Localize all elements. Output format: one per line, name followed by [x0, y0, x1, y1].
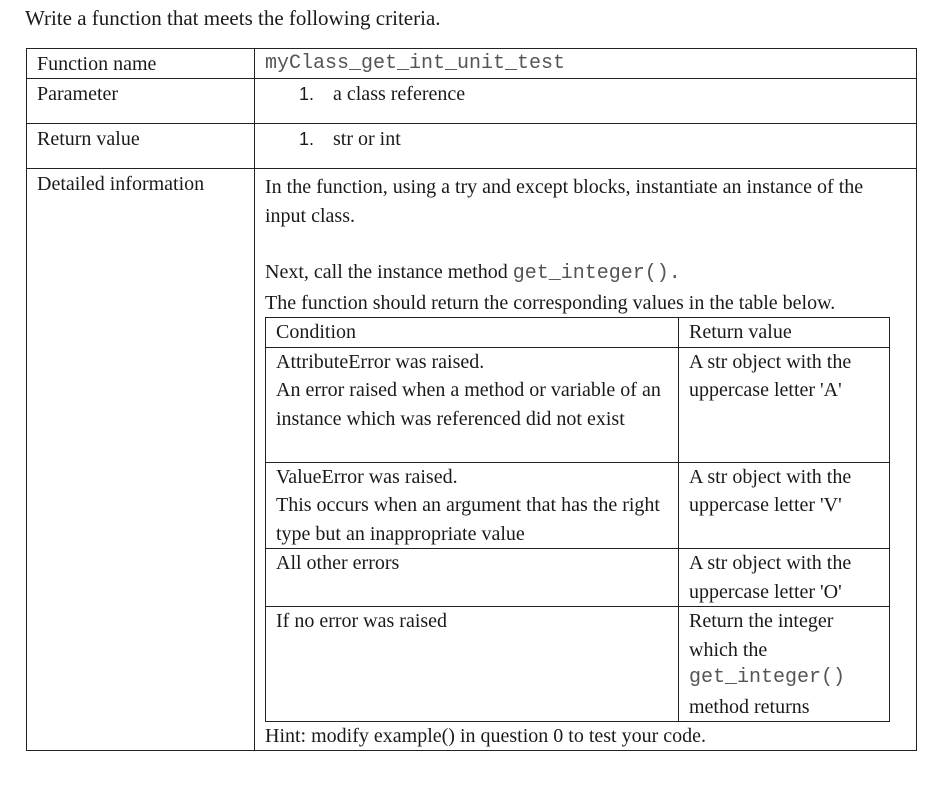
- table-row: AttributeError was raised. An error raised when a method or variable of an instance which was referenced did not exist A str object with the uppercase letter 'A': [266, 347, 890, 462]
- table-row: All other errors A str object with the uppercase letter 'O': [266, 549, 890, 607]
- table-row: If no error was raised Return the integer which the get_integer() method returns: [266, 607, 890, 722]
- detailed-information: [255, 169, 917, 751]
- function-spec-table: [26, 48, 917, 751]
- return-value-value: 1. str or int: [255, 124, 917, 169]
- condition-table: [265, 317, 890, 722]
- detail-paragraph-3: The function should return the corresponding values in the table below.: [265, 291, 836, 314]
- detail-paragraph-1: In the function, using a try and except blocks, instantiate an instance of the input class.: [265, 176, 864, 227]
- detail-paragraph-2: Next, call the instance method get_integer().: [265, 261, 681, 285]
- function-name-label: Function name: [27, 49, 255, 79]
- table-row: ValueError was raised. This occurs when an argument that has the right type but an inappropriate value A str object with the uppercase letter 'V': [266, 462, 890, 549]
- hint-text: Hint: modify example() in question 0 to test your code.: [265, 725, 707, 747]
- detailed-information-label: Detailed information: [27, 169, 255, 751]
- function-name-value: myClass_get_int_unit_test: [265, 52, 566, 75]
- parameter-label: Parameter: [27, 79, 255, 124]
- return-value-header: Return value: [679, 318, 890, 348]
- parameter-number: 1.: [299, 84, 315, 104]
- parameter-value: 1. a class reference: [255, 79, 917, 124]
- condition-table-header: [266, 318, 890, 348]
- return-number: 1.: [299, 129, 315, 149]
- instructions-heading: Write a function that meets the following criteria.: [25, 6, 441, 30]
- return-value-label: Return value: [27, 124, 255, 169]
- condition-header: Condition: [266, 318, 679, 348]
